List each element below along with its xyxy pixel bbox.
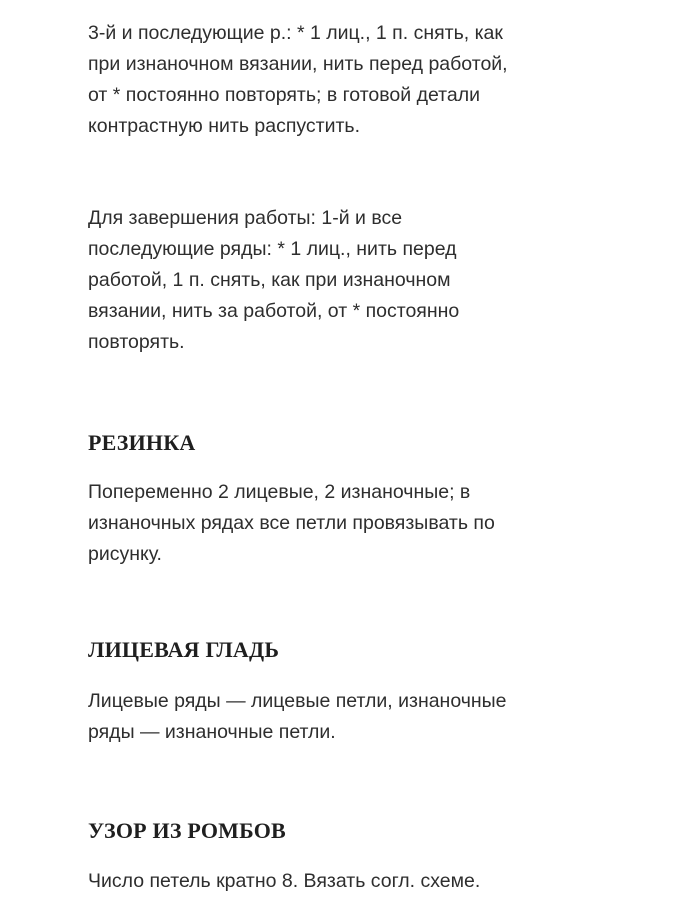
paragraph-rib-stitch: Попеременно 2 лицевые, 2 изнаночные; в изнаночных рядах все петли провязывать по рисунку. — [88, 481, 495, 565]
heading-stockinette-stitch: ЛИЦЕВАЯ ГЛАДЬ — [88, 637, 280, 662]
heading-diamond-pattern: УЗОР ИЗ РОМБОВ — [88, 818, 286, 843]
paragraph-finishing-instructions: Для завершения работы: 1-й и все последующие ряды: * 1 лиц., нить перед работой, 1 п. снять, как при изнаночном вязании, нить за работой, от * постоянно повторять. — [88, 207, 460, 353]
paragraph-first-rows-instructions: 3-й и последующие р.: * 1 лиц., 1 п. снять, как при изнаночном вязании, нить перед работой, от * постоянно повторять; в готовой детали контрастную нить распустить. — [88, 22, 508, 137]
paragraph-diamond-pattern: Число петель кратно 8. Вязать согл. схеме. — [88, 870, 481, 892]
paragraph-stockinette-stitch: Лицевые ряды — лицевые петли, изнаночные ряды — изнаночные петли. — [88, 690, 507, 743]
document-body — [88, 18, 648, 897]
heading-rib-stitch: РЕЗИНКА — [88, 430, 196, 455]
